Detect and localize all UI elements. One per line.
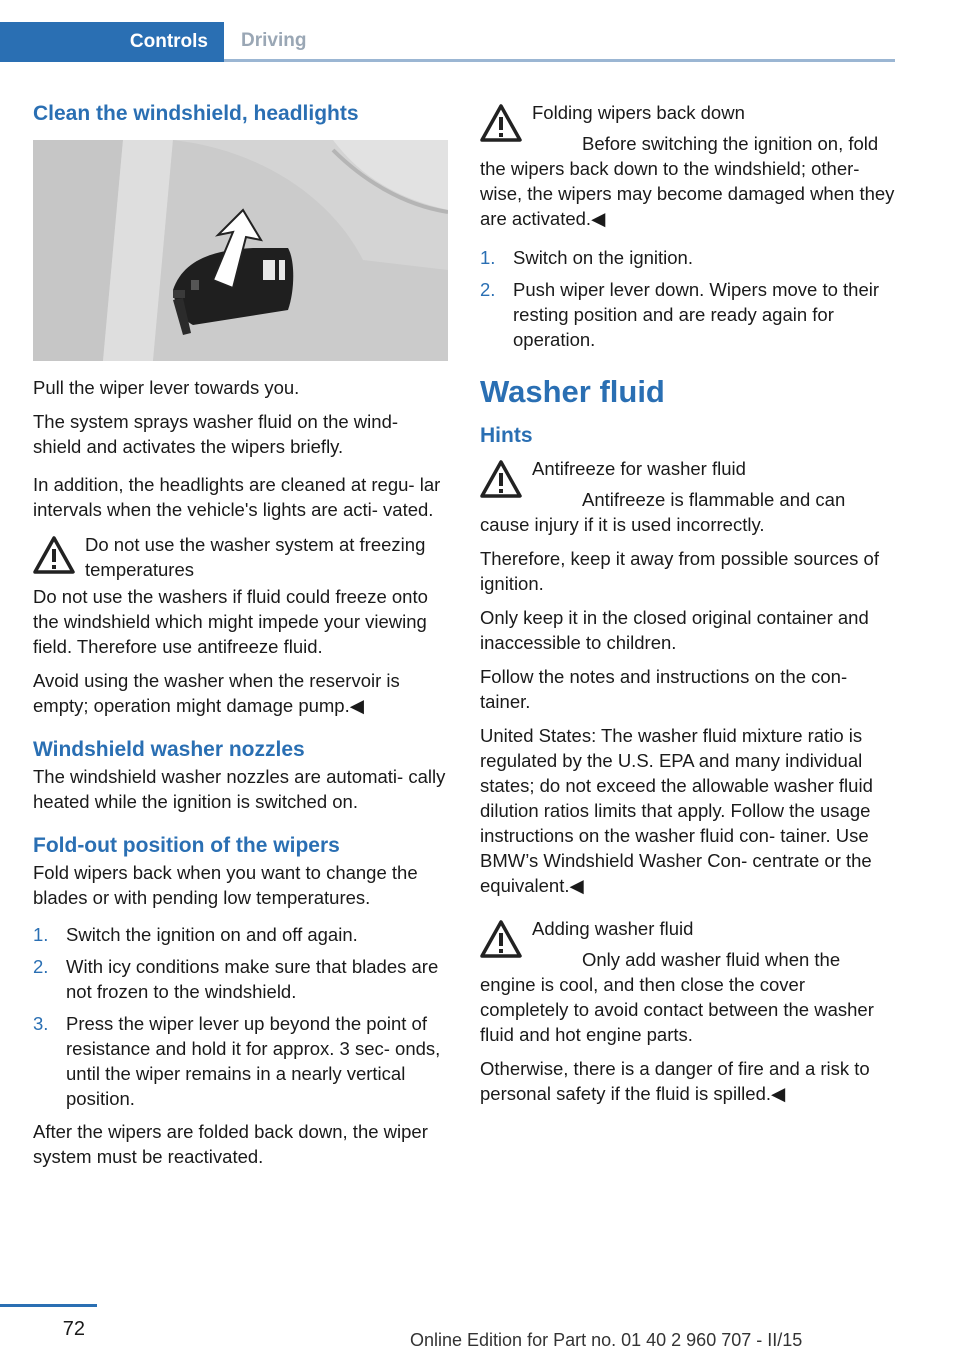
- warning-adding-text-2: Otherwise, there is a danger of fire and a risk to personal safety if the fluid is spilled.◀: [480, 1058, 870, 1104]
- list-item: 1. Switch the ignition on and off again.: [33, 924, 358, 945]
- tab-controls[interactable]: Controls: [0, 22, 224, 62]
- warning-antifreeze-text-4: Follow the notes and instructions on the con‐ tainer.: [480, 666, 848, 712]
- right-column: [480, 100, 896, 1115]
- warning-antifreeze-text-2: Therefore, keep it away from possible sources of ignition.: [480, 548, 879, 594]
- heading-fold-out: Fold-out position of the wipers: [33, 834, 340, 857]
- left-column: [33, 100, 449, 1178]
- warning-antifreeze-text: Antifreeze is flammable and can cause injury if it is used incorrectly.: [480, 489, 846, 535]
- warning-triangle-icon: [480, 103, 522, 143]
- wiper-lever-illustration: [33, 140, 448, 361]
- warning-antifreeze-text-3: Only keep it in the closed original container and inaccessible to children.: [480, 607, 869, 653]
- paragraph-headlights: In addition, the headlights are cleaned at regu‐ lar intervals when the vehicle's lights are acti‐ vated.: [33, 474, 441, 520]
- paragraph-nozzles: The windshield washer nozzles are automati‐ cally heated while the ignition is switched on.: [33, 766, 446, 812]
- instruction-pull-lever: Pull the wiper lever towards you.: [33, 377, 300, 398]
- warning-adding-text: Only add washer fluid when the engine is cool, and then close the cover completely to avoid contact between the washer fluid and hot engine parts.: [480, 949, 874, 1045]
- warning-antifreeze-text-5: United States: The washer fluid mixture ratio is regulated by the U.S. EPA and many individual states; do not exceed the allowable washer fluid dilution ratios limits that apply. Follow the usage instructions on the washer fluid con‐ tainer. Use BMW’s Windshield Washer Con‐ centrate or the equivalent.◀: [480, 725, 873, 896]
- warning-freezing: [33, 532, 449, 718]
- footer-rule: [0, 1304, 97, 1307]
- warning-folding-title: Folding wipers back down: [532, 102, 745, 123]
- fold-out-steps: [33, 922, 449, 1111]
- edition-footer: Online Edition for Part no. 01 40 2 960 707 - II/15: [410, 1330, 803, 1350]
- warning-folding-text: Before switching the ignition on, fold the wipers back down to the windshield; other‐ wise, the wipers may become damaged when they are activated.◀: [480, 133, 895, 229]
- paragraph-fold-out: Fold wipers back when you want to change the blades or with pending low temperatures.: [33, 862, 418, 908]
- warning-freezing-text-2: Avoid using the washer when the reservoir is empty; operation might damage pump.◀: [33, 670, 400, 716]
- list-item: 2. Push wiper lever down. Wipers move to their resting position and are ready again for operation.: [480, 279, 880, 350]
- page-header: [0, 0, 895, 62]
- warning-triangle-icon: [33, 535, 75, 575]
- paragraph-reactivate: After the wipers are folded back down, the wiper system must be reactivated.: [33, 1121, 428, 1167]
- list-item: 2. With icy conditions make sure that blades are not frozen to the windshield.: [33, 956, 439, 1002]
- warning-freezing-title: Do not use the washer system at freezing temperatures: [85, 534, 426, 580]
- warning-antifreeze-title: Antifreeze for washer fluid: [532, 458, 746, 479]
- heading-washer-nozzles: Windshield washer nozzles: [33, 738, 305, 761]
- warning-triangle-icon: [480, 459, 522, 499]
- warning-antifreeze: [480, 456, 896, 898]
- section-title-clean: Clean the windshield, headlights: [33, 102, 359, 125]
- warning-adding-fluid: [480, 916, 896, 1106]
- list-item: 3. Press the wiper lever up beyond the point of resistance and hold it for approx. 3 sec‐ onds, until the wiper remains in a nearly vertical position.: [33, 1013, 441, 1109]
- page-number: 72: [62, 1318, 85, 1340]
- warning-triangle-icon: [480, 919, 522, 959]
- list-item: 1. Switch on the ignition.: [480, 247, 693, 268]
- warning-adding-title: Adding washer fluid: [532, 918, 694, 939]
- paragraph-sprays: The system sprays washer fluid on the wind‐ shield and activates the wipers briefly.: [33, 411, 399, 457]
- heading-hints: Hints: [480, 424, 533, 447]
- warning-folding-back: [480, 100, 896, 231]
- reactivate-steps: [480, 245, 896, 352]
- heading-washer-fluid: Washer fluid: [480, 374, 665, 409]
- tab-driving[interactable]: Driving: [224, 22, 895, 62]
- warning-freezing-text: Do not use the washers if fluid could freeze onto the windshield which might impede your viewing field. Therefore use antifreeze fluid.: [33, 586, 428, 657]
